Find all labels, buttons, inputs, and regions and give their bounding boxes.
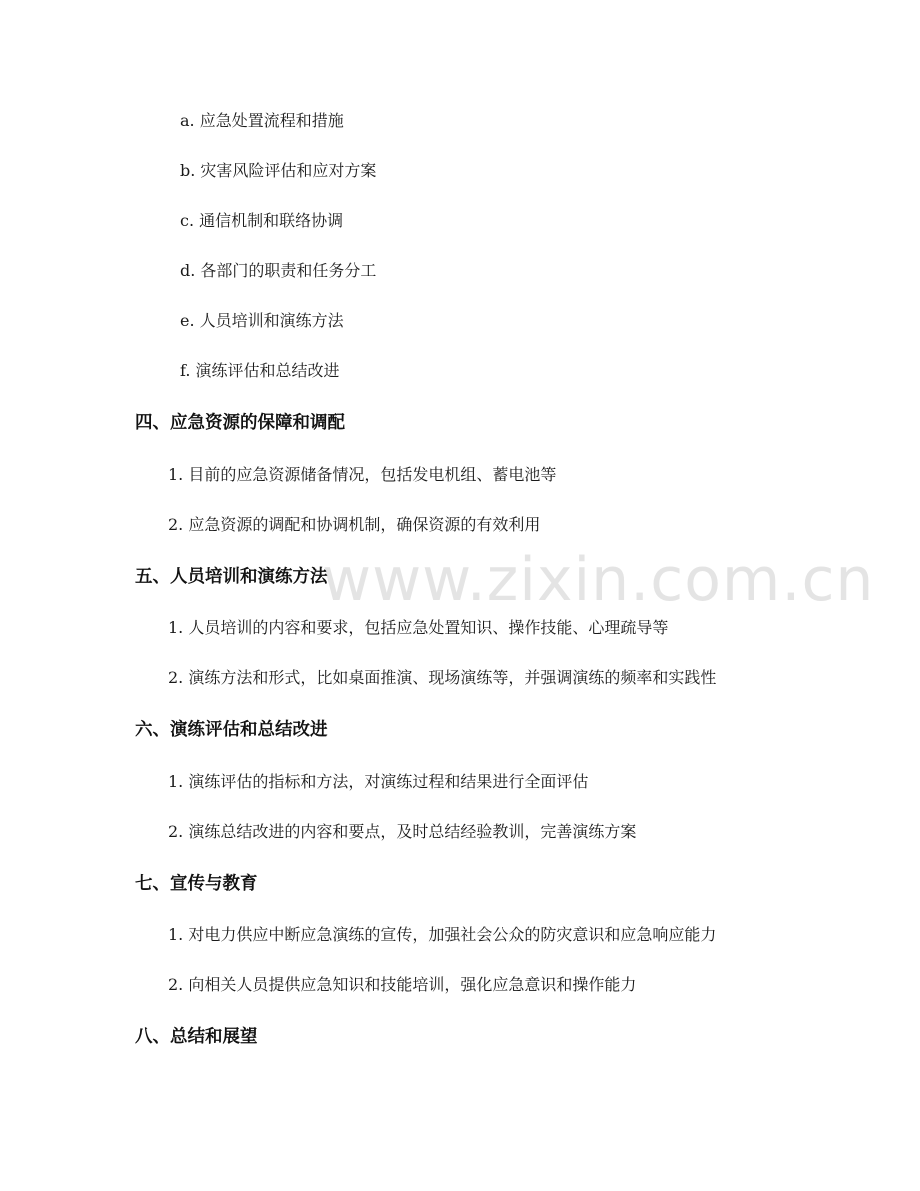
subitem-a: a. 应急处置流程和措施 <box>180 111 344 130</box>
watermark: www.zixin.com.cn <box>322 545 875 615</box>
section-heading-5: 五、人员培训和演练方法 <box>135 567 328 587</box>
subitem-c: c. 通信机制和联络协调 <box>180 211 344 230</box>
section-heading-6: 六、演练评估和总结改进 <box>135 720 328 740</box>
section-7-item-1: 1. 对电力供应中断应急演练的宣传，加强社会公众的防灾意识和应急响应能力 <box>168 925 717 944</box>
subitem-e: e. 人员培训和演练方法 <box>180 311 344 330</box>
section-5-item-1: 1. 人员培训的内容和要求，包括应急处置知识、操作技能、心理疏导等 <box>168 618 669 637</box>
section-heading-4: 四、应急资源的保障和调配 <box>135 413 345 433</box>
subitem-f: f. 演练评估和总结改进 <box>180 361 340 380</box>
section-heading-8: 八、总结和展望 <box>135 1027 258 1047</box>
section-6-item-1: 1. 演练评估的指标和方法，对演练过程和结果进行全面评估 <box>168 772 589 791</box>
section-heading-7: 七、宣传与教育 <box>135 874 258 894</box>
section-7-item-2: 2. 向相关人员提供应急知识和技能培训，强化应急意识和操作能力 <box>168 975 637 994</box>
section-4-item-1: 1. 目前的应急资源储备情况，包括发电机组、蓄电池等 <box>168 465 557 484</box>
section-6-item-2: 2. 演练总结改进的内容和要点，及时总结经验教训，完善演练方案 <box>168 822 637 841</box>
section-4-item-2: 2. 应急资源的调配和协调机制，确保资源的有效利用 <box>168 515 541 534</box>
subitem-d: d. 各部门的职责和任务分工 <box>180 261 377 280</box>
subitem-b: b. 灾害风险评估和应对方案 <box>180 161 377 180</box>
section-5-item-2: 2. 演练方法和形式，比如桌面推演、现场演练等，并强调演练的频率和实践性 <box>168 668 717 687</box>
